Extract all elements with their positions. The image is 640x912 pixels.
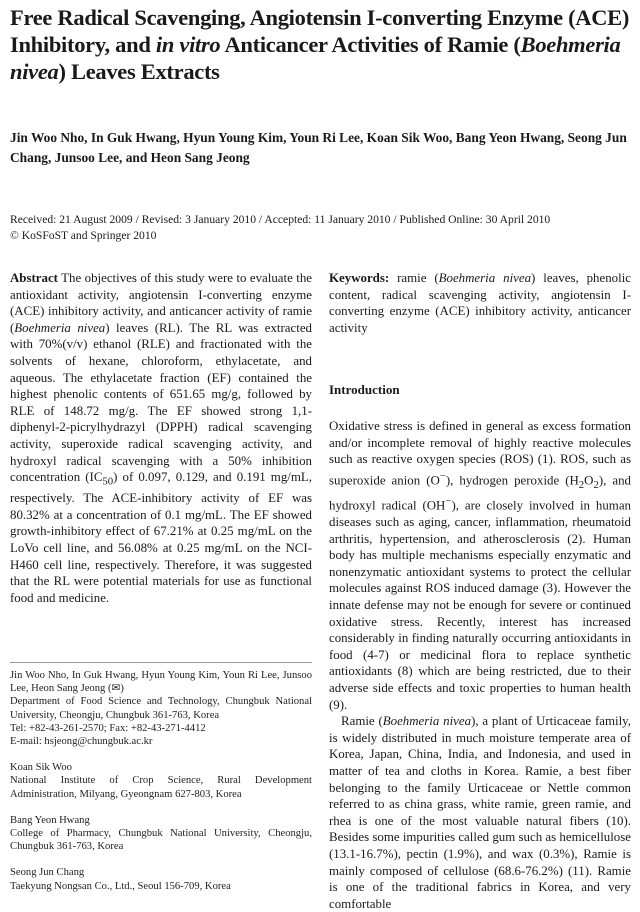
affiliation-line: College of Pharmacy, Chungbuk National University, Cheongju, Chungbuk 361-763, Korea (10, 828, 312, 853)
right-column (329, 270, 631, 912)
intro-paragraph-2 (329, 713, 631, 912)
publication-dates (10, 212, 630, 244)
abstract (10, 270, 312, 606)
affiliation-group (10, 814, 312, 854)
text-run: − (439, 469, 446, 482)
text-run: Free Radical Scavenging, Angiotensin I-converting Enzyme (ACE) Inhibitory, and (10, 5, 630, 57)
paper-title (10, 4, 630, 85)
affiliation-authors: Bang Yeon Hwang (10, 814, 90, 826)
affiliation-line: E-mail: hsjeong@chungbuk.ac.kr (10, 736, 153, 748)
text-run: Anticancer Activities of Ramie ( (220, 32, 521, 57)
affiliation-line: Department of Food Science and Technology, Chungbuk National University, Cheongju, Chungbuk 361-763, Korea (10, 696, 312, 721)
affiliation-authors: Seong Jun Chang (10, 867, 85, 879)
text-run: 50 (102, 475, 114, 488)
text-run: Boehmeria nivea (10, 32, 621, 84)
affiliation-line: Tel: +82-43-261-2570; Fax: +82-43-271-4412 (10, 722, 206, 734)
abstract-body (10, 271, 312, 605)
affiliation-group (10, 866, 312, 892)
text-run: ) of 0.097, 0.129, and 0.191 mg/mL, respectively. The ACE-inhibitory activity of EF was 80.32% at a concentration of 0.1 mg/mL. The EF showed growth-inhibitory effect of 67.21% at 0.25 mg/mL on the LoVo cell line, and 56.08% at 0.25 mg/mL on the NCI-H460 cell line, respectively. Therefore, it was suggested that the RL were potential materials for use as functional food and medicine. (10, 470, 312, 605)
text-run: Oxidative stress is defined in general as excess formation and/or incomplete removal of highly reactive molecules such as reactive oxygen species (ROS) (1). ROS, such as superoxide anion (O (329, 418, 631, 488)
text-run: ramie ( (389, 271, 439, 285)
text-run: ), are closely involved in human diseases such as aging, cancer, inflammation, rheumatoid arthritis, hypertension, and atherosclerosis (2). Human body has multiple mechanisms especially enzymatic and nonenzymatic antioxidant systems to protect the cellular molecules against ROS induced damage (3). However the innate defense may not be enough for severe or continued oxidative stress. Recently, interest has increased considerably in finding naturally occurring antioxidants in food (4-7) or medicinal flora to replace synthetic antioxidants (8) which are being restricted, due to their adverse side effects and toxic properties to human health (9). (329, 498, 631, 712)
affiliations (10, 669, 312, 906)
intro-paragraph-1 (329, 418, 631, 713)
text-run: 2 (593, 478, 599, 491)
footnote-divider (10, 662, 312, 663)
copyright: © KoSFoST and Springer 2010 (10, 229, 157, 242)
affiliation-authors: Jin Woo Nho, In Guk Hwang, Hyun Young Kim, Youn Ri Lee, Junsoo Lee, Heon Sang Jeong (✉) (10, 670, 312, 695)
affiliation-group (10, 761, 312, 801)
text-run: ) leaves (RL). The RL was extracted with 70%(v/v) ethanol (RLE) and fractionated with the solvents of hexane, chloroform, ethylacetate, and aqueous. The ethylacetate fraction (EF) contained the highest phenolic contents of 651.65 mg/g, followed by RLE of 148.72 mg/g. The EF showed strong 1,1-diphenyl-2-picrylhydrazyl (DPPH) radical scavenging activity, superoxide radical scavenging activity, and hydroxyl radical scavenging with a 50% inhibition concentration (IC (10, 320, 313, 485)
keywords-label: Keywords: (329, 271, 390, 285)
text-run: Boehmeria nivea (14, 320, 106, 335)
affiliation-group (10, 669, 312, 748)
text-run: ), and hydroxyl radical (OH (329, 473, 631, 513)
text-run: Boehmeria nivea (382, 714, 472, 729)
introduction-heading: Introduction (329, 382, 400, 398)
text-run: in vitro (155, 32, 221, 57)
keywords (329, 270, 631, 336)
history-dates: Received: 21 August 2009 / Revised: 3 January 2010 / Accepted: 11 January 2010 / Published Online: 30 April 2010 (10, 213, 551, 226)
text-run: 2 (578, 478, 585, 491)
text-run: O (584, 473, 594, 488)
abstract-label: Abstract (10, 271, 58, 285)
text-run: The objectives of this study were to evaluate the antioxidant activity, angiotensin I-converting enzyme (ACE) inhibitory activity, and anticancer activity of ramie ( (10, 271, 312, 335)
text-run: − (445, 495, 452, 508)
abstract-column (10, 270, 312, 606)
author-list: Jin Woo Nho, In Guk Hwang, Hyun Young Kim, Youn Ri Lee, Koan Sik Woo, Bang Yeon Hwang, Seong Jun Chang, Junsoo Lee, and Heon Sang Jeong (10, 130, 627, 165)
affiliation-line: Taekyung Nongsan Co., Ltd., Seoul 156-709, Korea (10, 880, 231, 892)
affiliation-authors: Koan Sik Woo (10, 762, 72, 774)
affiliation-line: National Institute of Crop Science, Rural Development Administration, Milyang, Gyeongnam 627-803, Korea (10, 775, 312, 800)
text-run: ), hydrogen peroxide (H (445, 473, 579, 488)
text-run: ), a plant of Urticaceae family, is widely distributed in much moisture temperate area of Korea, Japan, China, India, and Indonesia, and used in matter of tea and cloths in Korea. Ramie, a best fiber belonging to the family Urticaceae or Nettle common referred to as china grass, white ramie, green ramie, and rhea is one of the most valuable natural fibers (10). Besides some impurities called gum such as hemicellulose (13.1-16.7%), pectin (1.9%), and wax (0.3%), Ramie is mainly composed of cellulose (68.6-76.2%) (11). Ramie is one of the traditional fabrics in Korea, and very comfortable (329, 714, 631, 911)
text-run: ) leaves, phenolic content, radical scavenging activity, angiotensin I-converting enzyme (ACE) inhibitory activity, anticancer activity (329, 271, 631, 335)
text-run: Boehmeria nivea (438, 271, 532, 285)
text-run: Ramie ( (341, 714, 383, 729)
text-run: ) Leaves Extracts (58, 59, 220, 84)
